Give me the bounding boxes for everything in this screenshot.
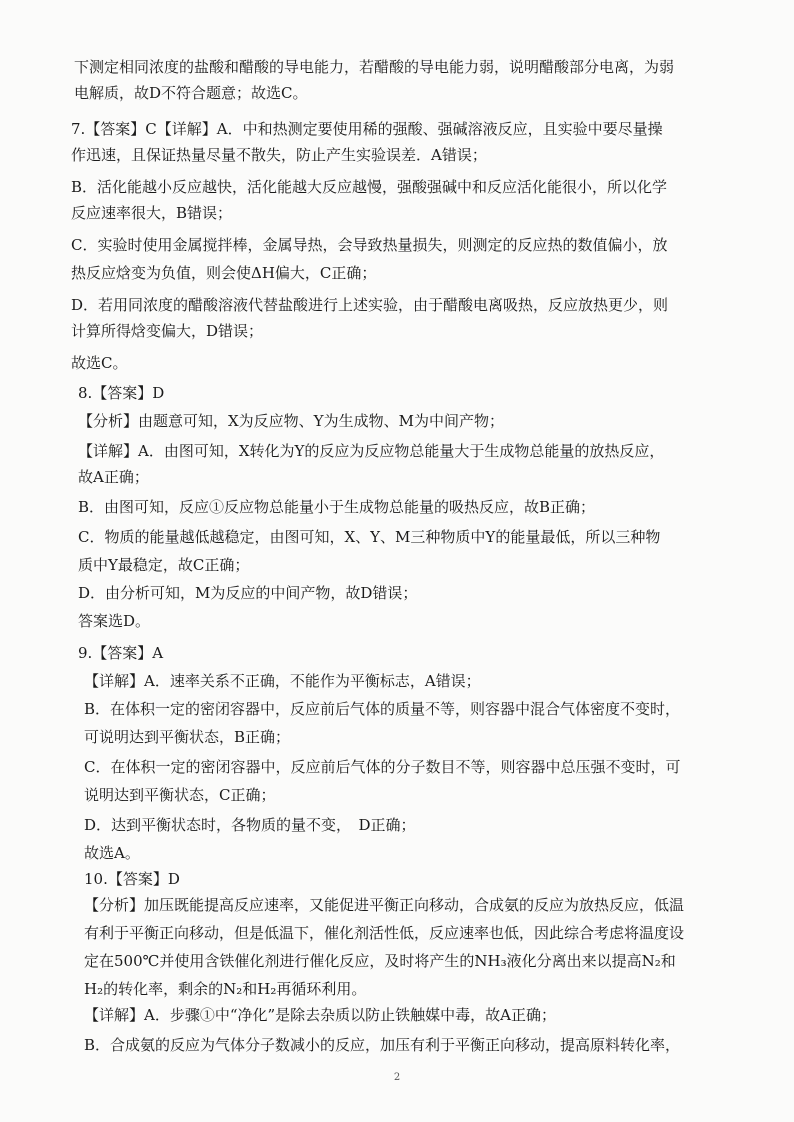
text-line: 10.【答案】D	[84, 870, 180, 888]
text-line: 9.【答案】A	[78, 644, 164, 662]
text-line: B．合成氨的反应为气体分子数减小的反应，加压有利于平衡正向移动，提高原料转化率，	[84, 1036, 681, 1054]
text-line: D．达到平衡状态时，各物质的量不变， D正确；	[84, 816, 416, 834]
text-line: 故选C。	[71, 354, 128, 372]
text-line: 【详解】A．步骤①中“净化”是除去杂质以防止铁触媒中毒，故A正确；	[84, 1006, 557, 1024]
text-line: 故选A。	[84, 844, 140, 862]
text-line: 可说明达到平衡状态，B正确；	[84, 728, 291, 746]
text-line: 【分析】由题意可知，X为反应物、Y为生成物、M为中间产物；	[78, 412, 504, 430]
text-line: 计算所得焓变偏大，D错误；	[71, 322, 264, 340]
text-line: 8.【答案】D	[78, 384, 165, 402]
text-line: D．由分析可知，M为反应的中间产物，故D错误；	[78, 584, 418, 602]
text-line: 质中Y最稳定，故C正确；	[78, 556, 250, 574]
text-line: 故A正确；	[78, 468, 149, 486]
text-line: 7.【答案】C【详解】A．中和热测定要使用稀的强酸、强碱溶液反应，且实验中要尽量操	[71, 120, 663, 138]
text-line: B．活化能越小反应越快，活化能越大反应越慢，强酸强碱中和反应活化能很小，所以化学	[71, 178, 668, 196]
text-line: B．由图可知，反应①反应物总能量小于生成物总能量的吸热反应，故B正确；	[78, 498, 596, 516]
text-line: 【详解】A．由图可知，X转化为Y的反应为反应物总能量大于生成物总能量的放热反应，	[78, 442, 665, 460]
text-line: C．实验时使用金属搅拌棒，金属导热，会导致热量损失，则测定的反应热的数值偏小，放	[71, 236, 668, 254]
text-line: 说明达到平衡状态，C正确；	[84, 786, 276, 804]
text-line: 答案选D。	[78, 612, 151, 630]
text-line: 作迅速，且保证热量尽量不散失，防止产生实验误差．A错误；	[71, 146, 487, 164]
text-line: 【详解】A．速率关系不正确，不能作为平衡标志，A错误；	[84, 672, 481, 690]
text-line: C．物质的能量越低越稳定，由图可知，X、Y、M三种物质中Y的能量最低，所以三种物	[78, 528, 661, 546]
page-number: 2	[393, 1072, 401, 1083]
text-line: 定在500℃并使用含铁催化剂进行催化反应，及时将产生的NH₃液化分离出来以提高N₂和	[84, 952, 676, 970]
text-line: 电解质，故D不符合题意；故选C。	[74, 84, 308, 102]
text-line: 下测定相同浓度的盐酸和醋酸的导电能力，若醋酸的导电能力弱，说明醋酸部分电离，为弱	[74, 58, 675, 76]
text-line: 热反应焓变为负值，则会使ΔH偏大，C正确；	[71, 264, 377, 282]
text-line: H₂的转化率，剩余的N₂和H₂再循环利用。	[84, 980, 367, 998]
text-line: D．若用同浓度的醋酸溶液代替盐酸进行上述实验，由于醋酸电离吸热，反应放热更少，则	[71, 296, 669, 314]
text-line: B．在体积一定的密闭容器中，反应前后气体的质量不等，则容器中混合气体密度不变时，	[84, 700, 681, 718]
text-line: 【分析】加压既能提高反应速率，又能促进平衡正向移动，合成氨的反应为放热反应，低温	[84, 896, 685, 914]
text-line: 反应速率很大，B错误；	[71, 204, 233, 222]
text-line: C．在体积一定的密闭容器中，反应前后气体的分子数目不等，则容器中总压强不变时，可	[84, 758, 681, 776]
text-line: 有利于平衡正向移动，但是低温下，催化剂活性低，反应速率也低，因此综合考虑将温度设	[84, 924, 685, 942]
